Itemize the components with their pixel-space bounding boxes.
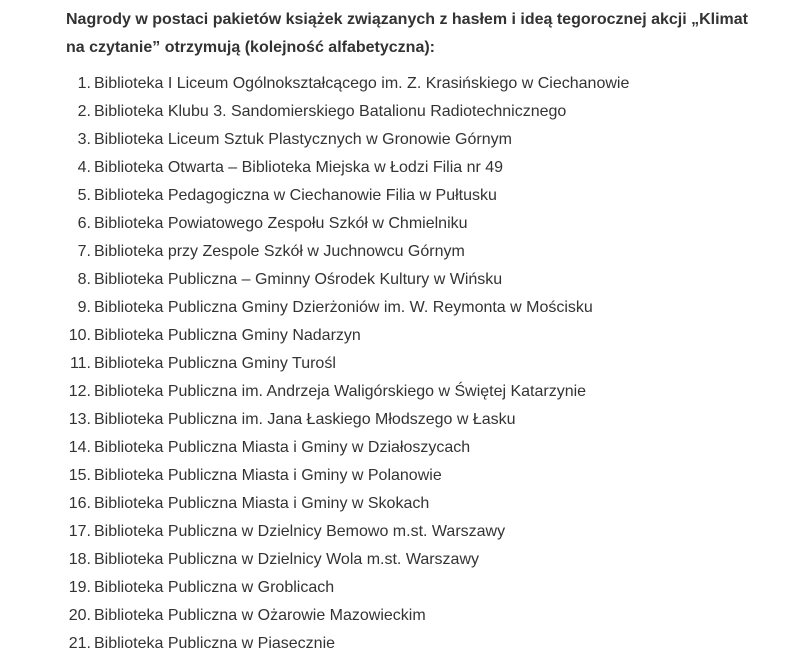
list-item-label: Biblioteka Publiczna w Ożarowie Mazowieckim (94, 607, 426, 624)
list-item-number: 14. (68, 439, 91, 456)
list-item-number: 3. (77, 131, 91, 148)
list-item-number: 15. (68, 467, 91, 484)
list-item-number: 6. (77, 215, 91, 232)
list-item-label: Biblioteka Otwarta – Biblioteka Miejska w Łodzi Filia nr 49 (94, 159, 504, 176)
list-item-number: 21. (68, 635, 91, 652)
list-item-number: 2. (77, 103, 91, 120)
list-item-label: Biblioteka Publiczna Miasta i Gminy w Działoszycach (94, 439, 471, 456)
list-item-label: Biblioteka Publiczna Gminy Nadarzyn (94, 327, 361, 344)
list-item-number: 16. (68, 495, 91, 512)
list-item-label: Biblioteka I Liceum Ogólnokształcącego im. Z. Krasińskiego w Ciechanowie (94, 75, 630, 92)
list-item-number: 8. (77, 271, 91, 288)
list-item-label: Biblioteka Publiczna Gminy Turośl (94, 355, 336, 372)
list-item-number: 19. (68, 579, 91, 596)
list-item-number: 20. (68, 607, 91, 624)
list-item-label: Biblioteka Publiczna Miasta i Gminy w Skokach (94, 495, 430, 512)
list-item-label: Biblioteka Publiczna w Piasecznie (94, 635, 336, 652)
list-item-label: Biblioteka Publiczna im. Andrzeja Waligórskiego w Świętej Katarzynie (94, 383, 587, 400)
list-item-label: Biblioteka przy Zespole Szkół w Juchnowcu Górnym (94, 243, 465, 260)
list-item-number: 11. (69, 355, 91, 372)
list-item-label: Biblioteka Publiczna Gminy Dzierżoniów im. W. Reymonta w Mościsku (94, 299, 593, 316)
list-item-label: Biblioteka Powiatowego Zespołu Szkół w Chmielniku (94, 215, 468, 232)
list-item-number: 13. (68, 411, 91, 428)
list-item-number: 18. (68, 551, 91, 568)
list-item-number: 17. (68, 523, 91, 540)
list-item-number: 5. (77, 187, 91, 204)
list-item-label: Biblioteka Publiczna im. Jana Łaskiego Młodszego w Łasku (94, 411, 516, 428)
list-item-label: Biblioteka Publiczna w Dzielnicy Bemowo m.st. Warszawy (94, 523, 506, 540)
list-item-label: Biblioteka Publiczna w Groblicach (94, 579, 335, 596)
list-item-label: Biblioteka Pedagogiczna w Ciechanowie Filia w Pułtusku (94, 187, 497, 204)
list-item-number: 4. (77, 159, 91, 176)
list-item-number: 10. (68, 327, 91, 344)
intro-paragraph: Nagrody w postaci pakietów książek związanych z hasłem i ideą tegorocznej akcji „Klimat na czytanie” otrzymują (kolejność alfabetyczna): (66, 11, 749, 56)
list-item-number: 12. (68, 383, 91, 400)
list-item-label: Biblioteka Klubu 3. Sandomierskiego Batalionu Radiotechnicznego (94, 103, 567, 120)
list-item-label: Biblioteka Publiczna w Dzielnicy Wola m.st. Warszawy (94, 551, 480, 568)
list-item-label: Biblioteka Publiczna Miasta i Gminy w Polanowie (94, 467, 442, 484)
list-item-number: 9. (77, 299, 91, 316)
list-item-label: Biblioteka Liceum Sztuk Plastycznych w Gronowie Górnym (94, 131, 512, 148)
list-item-label: Biblioteka Publiczna – Gminny Ośrodek Kultury w Wińsku (94, 271, 503, 288)
list-item-number: 1. (77, 75, 91, 92)
list-item-number: 7. (77, 243, 91, 260)
